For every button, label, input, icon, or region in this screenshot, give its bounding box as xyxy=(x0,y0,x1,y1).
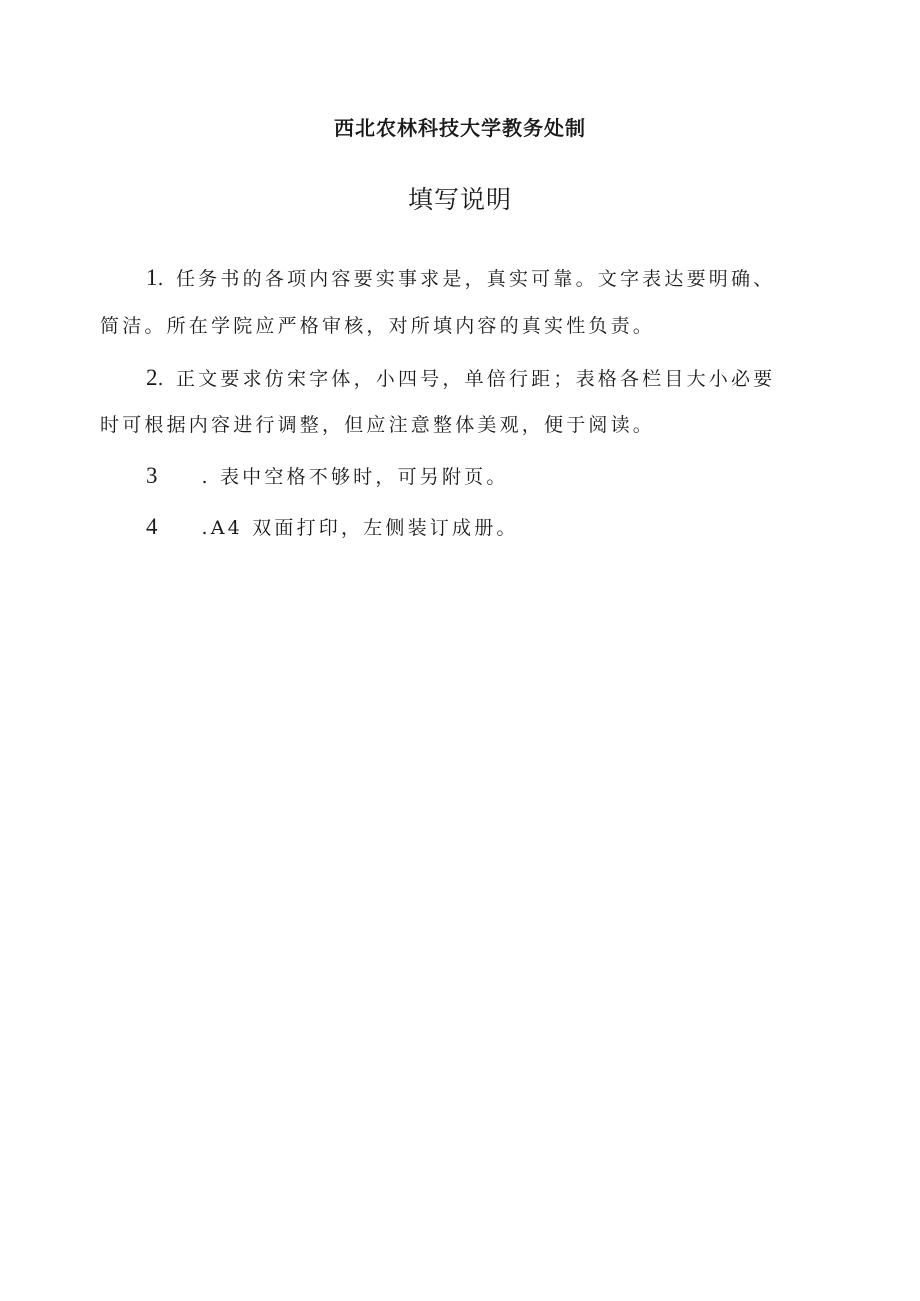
instruction-3-line-1 xyxy=(146,464,509,487)
instruction-1-line-2 xyxy=(100,317,655,336)
instruction-1-line-1 xyxy=(146,266,775,289)
instruction-2-text-line-1: . 正文要求仿宋字体，小四号，单倍行距；表格各栏目大小必要 xyxy=(157,368,776,390)
instruction-2-line-1 xyxy=(146,366,775,389)
issuer-line: 西北农林科技大学教务处制 xyxy=(334,116,586,140)
instruction-1-text-line-2: 简洁。所在学院应严格审核，对所填内容的真实性负责。 xyxy=(100,315,656,337)
instruction-2-number: 2 xyxy=(146,365,158,390)
instruction-2-text-line-2: 时可根据内容进行调整，但应注意整体美观，便于阅读。 xyxy=(100,414,656,436)
instruction-3-number: 3 xyxy=(146,463,158,488)
instruction-4-text-line-1: .A4 双面打印，左侧装订成册。 xyxy=(201,517,519,539)
instruction-3-text-line-1: . 表中空格不够时，可另附页。 xyxy=(201,466,509,488)
page-title: 填写说明 xyxy=(407,185,512,214)
instruction-4-line-1 xyxy=(146,515,519,538)
instruction-1-number: 1 xyxy=(146,265,158,290)
instruction-2-line-2 xyxy=(100,416,655,435)
instruction-4-number: 4 xyxy=(146,514,158,539)
instruction-1-text-line-1: . 任务书的各项内容要实事求是，真实可靠。文字表达要明确、 xyxy=(157,268,776,290)
